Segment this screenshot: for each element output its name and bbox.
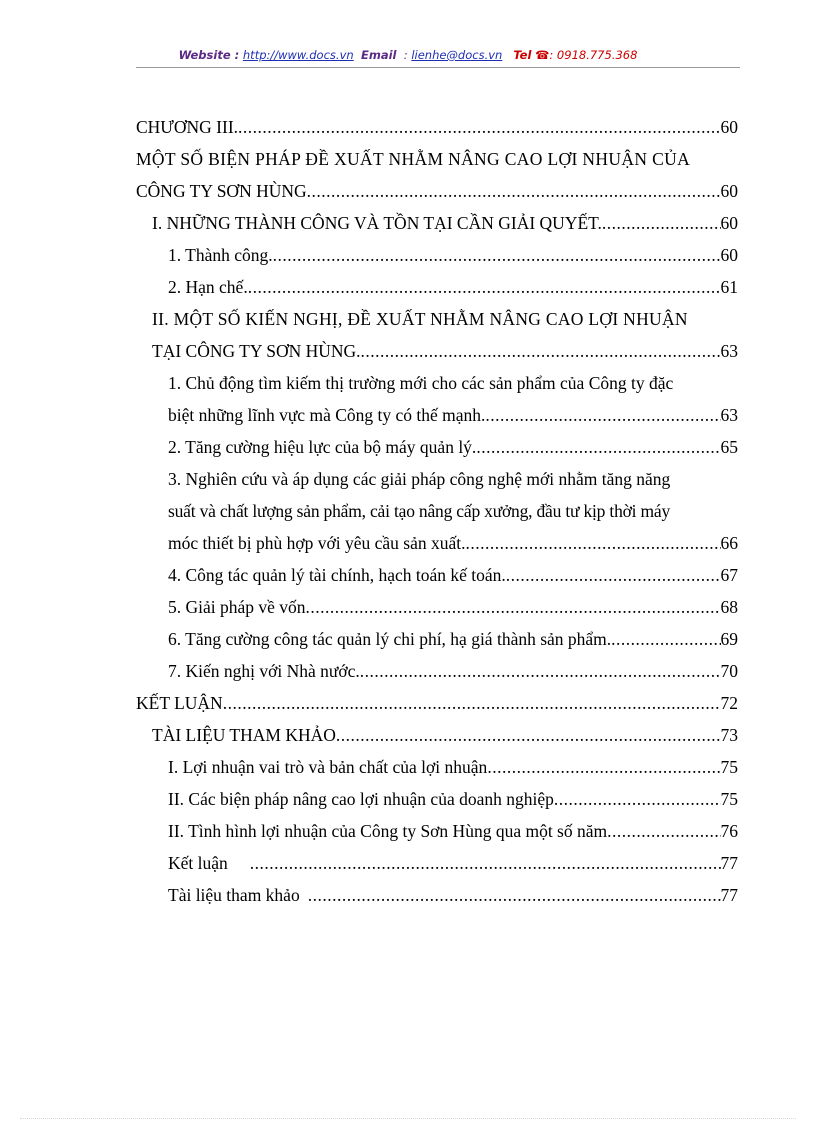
header-rule bbox=[136, 67, 740, 68]
toc-page-number: 65 bbox=[720, 437, 738, 457]
toc-page-number: 70 bbox=[720, 661, 738, 681]
toc-entry-chapter-3-title bbox=[136, 138, 738, 170]
toc-entry-text: 1. Chủ động tìm kiếm thị trường mới cho các sản phẩm của Công ty đặc bbox=[168, 373, 674, 393]
toc-entry-section-2-4[interactable] bbox=[168, 554, 738, 586]
toc-entry-text: TẠI CÔNG TY SƠN HÙNG. bbox=[152, 341, 361, 361]
toc-page-number: 75 bbox=[720, 789, 738, 809]
toc-leader bbox=[360, 660, 721, 682]
toc-page-number: 67 bbox=[720, 565, 738, 585]
toc-page-number: 77 bbox=[720, 853, 738, 873]
toc-leader bbox=[336, 724, 721, 746]
toc-entry-section-2[interactable] bbox=[152, 330, 738, 362]
toc-entry-text: suất và chất lượng sản phẩm, cải tạo nâng cấp xưởng, đầu tư kịp thời máy bbox=[168, 501, 671, 521]
toc-entry-text: II. MỘT SỐ KIẾN NGHỊ, ĐỀ XUẤT NHẰM NÂNG CAO LỢI NHUẬN bbox=[152, 309, 688, 329]
toc-leader bbox=[308, 884, 721, 906]
toc-leader bbox=[306, 596, 721, 618]
toc-leader bbox=[307, 180, 721, 202]
toc-entry-conclusion[interactable] bbox=[136, 682, 738, 714]
toc-entry-section-1-1[interactable] bbox=[168, 234, 738, 266]
toc-entry-text: CÔNG TY SƠN HÙNG bbox=[136, 181, 307, 201]
toc-entry-text: Tài liệu tham khảo bbox=[168, 885, 300, 905]
toc-leader bbox=[273, 244, 721, 266]
toc-leader bbox=[250, 852, 721, 874]
toc-entry-text: 2. Hạn chế. bbox=[168, 277, 248, 297]
toc-entry-section-2-1-title bbox=[168, 362, 738, 394]
toc-entry-text: KẾT LUẬN bbox=[136, 693, 223, 713]
toc-entry-references[interactable] bbox=[152, 714, 738, 746]
toc-entry-text: 3. Nghiên cứu và áp dụng các giải pháp công nghệ mới nhằm tăng năng bbox=[168, 469, 671, 489]
toc-page-number: 63 bbox=[720, 341, 738, 361]
toc-leader bbox=[554, 788, 721, 810]
toc-leader bbox=[487, 756, 720, 778]
toc-entry-section-2-7[interactable] bbox=[168, 650, 738, 682]
toc-entry-text: CHƯƠNG III. bbox=[136, 117, 239, 137]
toc-entry-section-2-6[interactable] bbox=[168, 618, 738, 650]
toc-entry-appendix-3[interactable] bbox=[168, 810, 738, 842]
toc-leader bbox=[506, 564, 721, 586]
toc-page-number: 60 bbox=[720, 117, 738, 137]
toc-entry-text: biệt những lĩnh vực mà Công ty có thế mạnh. bbox=[168, 405, 486, 425]
website-link[interactable]: http://www.docs.vn bbox=[242, 48, 354, 62]
toc-leader bbox=[602, 212, 721, 234]
toc-leader bbox=[248, 276, 721, 298]
toc-entry-section-2-3-title-cont bbox=[168, 490, 738, 522]
toc-page-number: 63 bbox=[720, 405, 738, 425]
toc-page-number: 77 bbox=[720, 885, 738, 905]
toc-entry-text: MỘT SỐ BIỆN PHÁP ĐỀ XUẤT NHẰM NÂNG CAO LỢI NHUẬN CỦA bbox=[136, 149, 691, 169]
toc-entry-chapter-3-title-end[interactable] bbox=[136, 170, 738, 202]
toc-entry-text: TÀI LIỆU THAM KHẢO bbox=[152, 725, 336, 745]
toc-entry-appendix-4[interactable] bbox=[168, 842, 738, 874]
toc-entry-text: II. Tình hình lợi nhuận của Công ty Sơn Hùng qua một số năm bbox=[168, 821, 608, 841]
email-label: Email bbox=[360, 48, 397, 62]
toc-entry-section-2-1[interactable] bbox=[168, 394, 738, 426]
email-separator: : bbox=[403, 48, 408, 62]
toc-leader bbox=[223, 692, 721, 714]
toc-entry-text: móc thiết bị phù hợp với yêu cầu sản xuất. bbox=[168, 533, 466, 553]
toc-leader bbox=[361, 340, 721, 362]
toc-entry-section-2-3[interactable] bbox=[168, 522, 738, 554]
toc-entry-appendix-5[interactable] bbox=[168, 874, 738, 906]
toc-entry-section-1[interactable] bbox=[152, 202, 738, 234]
toc-entry-text: I. Lợi nhuận vai trò và bản chất của lợi nhuận bbox=[168, 757, 488, 777]
toc-page-number: 66 bbox=[720, 533, 738, 553]
website-label: Website : bbox=[178, 48, 240, 62]
page-header bbox=[0, 48, 816, 62]
toc-leader bbox=[485, 404, 720, 426]
toc-leader bbox=[611, 628, 720, 650]
toc-page-number: 60 bbox=[720, 181, 738, 201]
toc-entry-text: I. NHỮNG THÀNH CÔNG VÀ TỒN TẠI CẦN GIẢI QUYẾT. bbox=[152, 213, 602, 233]
toc-entry-section-2-5[interactable] bbox=[168, 586, 738, 618]
toc-entry-chapter-3[interactable] bbox=[136, 106, 738, 138]
toc-page-number: 61 bbox=[720, 277, 738, 297]
toc-page-number: 73 bbox=[720, 725, 738, 745]
toc-leader bbox=[465, 532, 720, 554]
toc-page-number: 60 bbox=[720, 213, 738, 233]
toc-entry-appendix-1[interactable] bbox=[168, 746, 738, 778]
toc-entry-text: Kết luận bbox=[168, 853, 228, 873]
toc-entry-appendix-2[interactable] bbox=[168, 778, 738, 810]
tel-number: : 0918.775.368 bbox=[549, 48, 638, 62]
toc-entry-text: 7. Kiến nghị với Nhà nước. bbox=[168, 661, 360, 681]
tel-label: Tel bbox=[513, 48, 532, 62]
toc-page-number: 76 bbox=[720, 821, 738, 841]
toc-page-number: 75 bbox=[720, 757, 738, 777]
toc-leader bbox=[238, 116, 720, 138]
toc-entry-text: 1. Thành công. bbox=[168, 245, 273, 265]
toc-entry-text: II. Các biện pháp nâng cao lợi nhuận của doanh nghiệp bbox=[168, 789, 554, 809]
toc-entry-text: 2. Tăng cường hiệu lực của bộ máy quản lý. bbox=[168, 437, 477, 457]
toc-entry-section-1-2[interactable] bbox=[168, 266, 738, 298]
toc-entry-text: 4. Công tác quản lý tài chính, hạch toán kế toán. bbox=[168, 565, 506, 585]
toc-entry-section-2-3-title bbox=[168, 458, 738, 490]
toc-page-number: 60 bbox=[720, 245, 738, 265]
toc-entry-text: 6. Tăng cường công tác quản lý chi phí, hạ giá thành sản phẩm. bbox=[168, 629, 612, 649]
toc-page-number: 72 bbox=[720, 693, 738, 713]
toc-page-number: 69 bbox=[720, 629, 738, 649]
email-link[interactable]: lienhe@docs.vn bbox=[411, 48, 503, 62]
toc-entry-text: 5. Giải pháp về vốn bbox=[168, 597, 306, 617]
toc-entry-section-2-2[interactable] bbox=[168, 426, 738, 458]
toc-entry-section-2-title bbox=[152, 298, 738, 330]
page-bottom-border bbox=[20, 1118, 796, 1119]
toc-page-number: 68 bbox=[720, 597, 738, 617]
toc-leader bbox=[607, 820, 720, 842]
toc-leader bbox=[476, 436, 720, 458]
phone-icon: ☎ bbox=[535, 48, 550, 62]
